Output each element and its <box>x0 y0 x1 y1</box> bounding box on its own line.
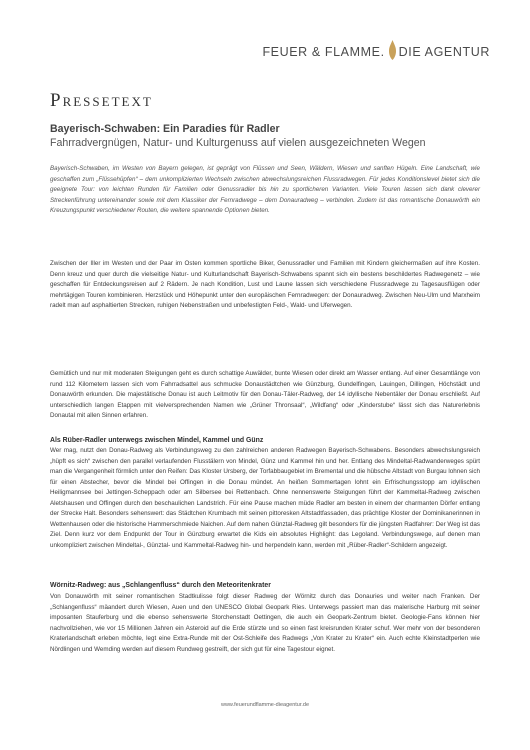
logo-text-right: DIE AGENTUR <box>398 44 490 59</box>
section-heading-rueber-radler: Als Rüber-Radler unterwegs zwischen Mindel, Kammel und Günz <box>50 437 264 444</box>
subheadline: Fahrradvergnügen, Natur- und Kulturgenuss auf vielen ausgezeichneten Wegen <box>50 137 426 149</box>
logo-text-left: FEUER & FLAMME. <box>262 44 385 59</box>
document-title: Pressetext <box>50 90 153 111</box>
lead-paragraph: Bayerisch-Schwaben, im Westen von Bayern gelegen, ist geprägt von Flüssen und Seen, Wäldern, Wiesen und sanften Hügeln. Eine Landschaft, wie geschaffen zum „Flüssehüpfen“ – dem unkomplizierten Wechseln zwischen abwechslungsreichen Flussradwegen. Für jedes Konditionslevel bietet sich die geeignete Tour: von leichten Runden für Familien oder Genussradler bis hin zu sportlicheren Varianten. Viele Touren lassen sich dank cleverer Streckenführung untereinander sowie mit dem Klassiker der Fernradwege – dem Donauradweg – verbinden. Zudem ist das romantische Donauwörth ein Kreuzungspunkt verschiedener Routen, die weitere spannende Optionen bieten. <box>50 165 480 214</box>
footer-url: www.feuerundflamme-dieagentur.de <box>220 702 310 708</box>
body-paragraph-2: Gemütlich und nur mit moderaten Steigungen geht es durch schattige Auwälder, bunte Wiesen oder direkt am Wasser entlang. Auf einer Gesamtlänge von rund 112 Kilometern lassen sich vom Fahrradsattel aus schmucke Donaustädtchen wie Günzburg, Gundelfingen, Lauingen, Dillingen, Höchstädt und Donauwörth erkunden. Die majestätische Donau ist auch Leitmotiv für den Donau-Täler-Radweg, der 14 idyllische Nebentäler der Donau erschließt. Auf unterschiedlich langen Etappen mit vielversprechenden Namen wie „Grüner Thronsaal“, „Wildfang“ oder „Kinderstube“ lässt sich das Naturerlebnis Donautal mit allen Sinnen erfahren. <box>50 370 480 419</box>
flame-icon <box>388 40 397 60</box>
body-paragraph-4: Von Donauwörth mit seiner romantischen Stadtkulisse folgt dieser Radweg der Wörnitz durch das Donauries und weiter nach Franken. Der „Schlangenfluss“ mäandert durch Wiesen, Auen und den UNESCO Global Geopark Ries. Unterwegs passiert man das malerische Harburg mit seiner imposanten Stauferburg und die ebenso sehenswerte Storchenstadt Oettingen, die auch ein Geopark-Zentrum bietet. Geologie-Fans können hier nachvollziehen, wie vor 15 Millionen Jahren ein Asteroid auf die Erde stürzte und so einen fast kreisrunden Krater schuf. Wer mehr von der besonderen Kraterlandschaft erleben möchte, legt eine Extra-Runde mit der Ost-Schleife des Radwegs „Von Krater zu Krater“ ein. Auch echte Kleinstadtperlen wie Nördlingen und Wemding werden auf diesem Rundweg gestreift, der sich gut für eine Tagestour eignet. <box>50 593 480 653</box>
body-paragraph-1: Zwischen der Iller im Westen und der Paar im Osten kommen sportliche Biker, Genussradler und Familien mit Kindern gleichermaßen auf ihre Kosten. Denn kreuz und quer durch die vielseitige Natur- und Kulturlandschaft Bayerisch-Schwabens spannt sich ein bestens beschildertes Radwegenetz – wie geschaffen für Entdeckungsreisen auf 2 Rädern. Je nach Kondition, Lust und Laune lassen sich verschiedene Flussradwege zu Tagesausflügen oder mehrtägigen Touren kombinieren. Herzstück und Höhepunkt unter den europäischen Fernradwegen: der Donauradweg. Zwischen Neu-Ulm und Marxheim radelt man auf asphaltierten Strecken, ruhigen Nebenstraßen und unbefestigten Feld-, Wald- und Uferwegen. <box>50 260 480 309</box>
agency-logo <box>262 40 490 58</box>
headline: Bayerisch-Schwaben: Ein Paradies für Radler <box>50 123 280 135</box>
body-paragraph-3: Wer mag, nutzt den Donau-Radweg als Verbindungsweg zu den zahlreichen anderen Radwegen Bayerisch-Schwabens. Besonders abwechslungsreich „hüpft es sich“ zwischen den parallel verlaufenden Flusstälern von Mindel, Günz und Kammel hin und her. Entlang des Mindeltal-Radwanderweges spürt man die Vergangenheit förmlich unter den Reifen: Das Kloster Ursberg, der Torfabbaugebiet im Bremental und die hübsche Altstadt von Burgau lohnen sich für einen Abstecher, bevor die Mindel bei Offingen in die Donau mündet. An heißen Sommertagen lohnt ein Erfrischungsstopp am idyllischen Heiligmannsee bei Jettingen-Scheppach oder am Silbersee bei Rettenbach. Ohne nennenswerte Steigungen führt der Kammeltal-Radweg zwischen Aletshausen und Offingen durch den beschaulichen Landstrich. Für eine Pause machen müde Radler am besten in einem der charmanten Dörfer entlang der Strecke Halt. Besonders sehenswert: das Städtchen Krumbach mit seinen pittoresken Altstadtfassaden, das prächtige Kloster der Dominikanerinnen in Wettenhausen oder die historische Hammerschmiede Naichen. Auf dem nahen Günztal-Radweg gilt besonders für die jüngsten Radfahrer: Der Weg ist das Ziel. Denn kurz vor dem Endpunkt der Tour in Günzburg erwartet die Kids ein absolutes Highlight: das Legoland. Verbindungswege, auf denen man unkompliziert zwischen Mindeltal-, Günztal- und Kammeltal-Radweg hin- und herpendeln kann, werden mit „Rüber-Radler“-Schildern angezeigt. <box>50 447 481 549</box>
section-heading-woernitz-radweg: Wörnitz-Radweg: aus „Schlangenfluss“ durch den Meteoritenkrater <box>50 582 271 589</box>
